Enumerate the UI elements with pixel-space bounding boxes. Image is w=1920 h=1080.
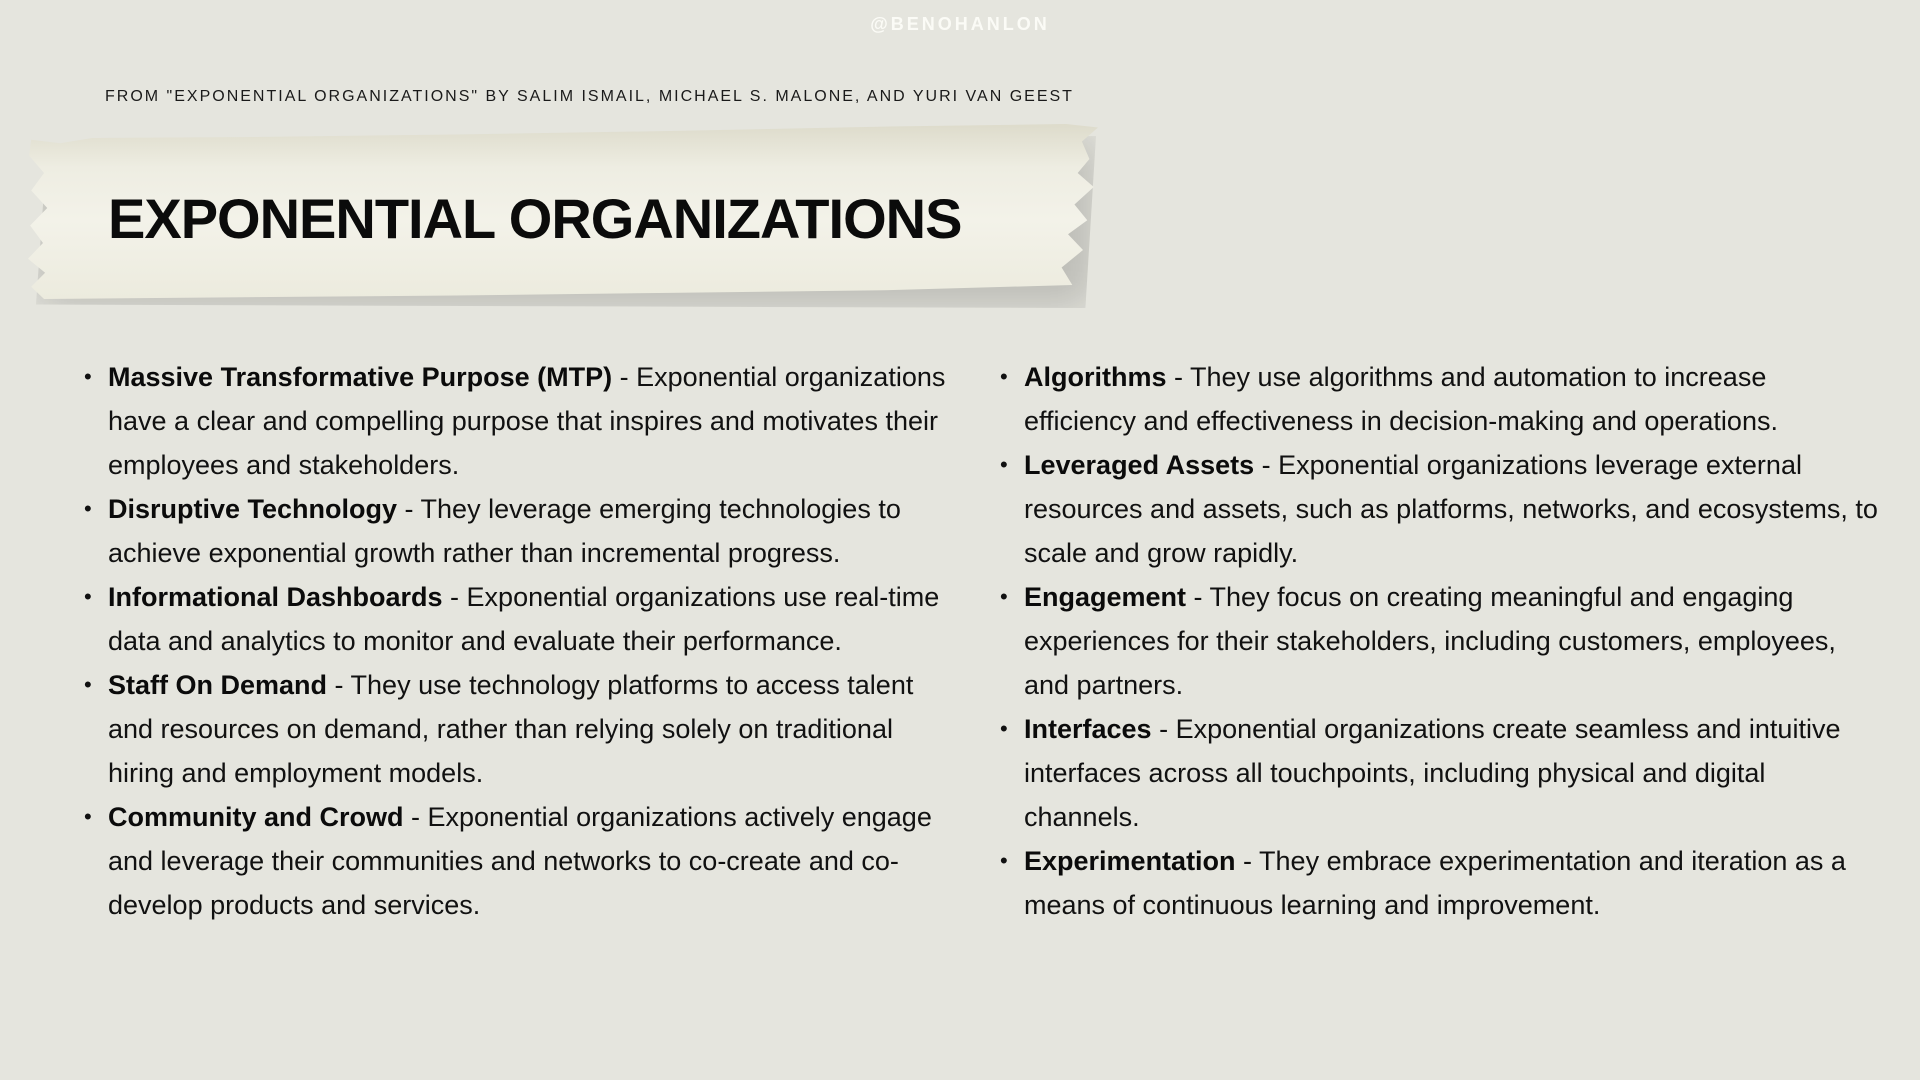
item-description: - Exponential organizations use real-time data and analytics to monitor and evaluate their performance. (108, 582, 940, 656)
item-term: Informational Dashboards (108, 582, 443, 612)
item-term: Disruptive Technology (108, 494, 398, 524)
bullet-icon: • (84, 364, 92, 389)
bullet-icon: • (1000, 848, 1008, 873)
list-item (84, 663, 948, 795)
list-item (1000, 443, 1880, 575)
item-term: Massive Transformative Purpose (MTP) (108, 362, 613, 392)
item-description: - Exponential organizations leverage external resources and assets, such as platforms, networks, and ecosystems, to scale and grow rapidly. (1024, 450, 1878, 568)
bullet-icon: • (84, 496, 92, 521)
list-item (1000, 355, 1880, 443)
item-description: - Exponential organizations have a clear and compelling purpose that inspires and motivates their employees and stakeholders. (108, 362, 946, 480)
attributes-list-left (84, 355, 948, 927)
list-item (84, 795, 948, 927)
page-title: EXPONENTIAL ORGANIZATIONS (108, 187, 962, 250)
author-handle: @BENOHANLON (870, 14, 1050, 34)
list-item (84, 575, 948, 663)
item-description: - They leverage emerging technologies to achieve exponential growth rather than incremental progress. (108, 494, 901, 568)
item-description: - They embrace experimentation and iteration as a means of continuous learning and improvement. (1024, 846, 1846, 920)
item-description: - Exponential organizations create seamless and intuitive interfaces across all touchpoints, including physical and digital channels. (1024, 714, 1841, 832)
bullet-icon: • (1000, 452, 1008, 477)
item-term: Interfaces (1024, 714, 1152, 744)
item-term: Engagement (1024, 582, 1187, 612)
attributes-list-right (1000, 355, 1880, 927)
item-description: - They use algorithms and automation to increase efficiency and effectiveness in decision-making and operations. (1024, 362, 1778, 436)
list-item (1000, 575, 1880, 707)
item-term: Staff On Demand (108, 670, 328, 700)
bullet-icon: • (84, 584, 92, 609)
bullet-icon: • (1000, 364, 1008, 389)
item-term: Experimentation (1024, 846, 1236, 876)
list-item (84, 355, 948, 487)
list-item (1000, 839, 1880, 927)
bullet-icon: • (1000, 584, 1008, 609)
source-citation: FROM "EXPONENTIAL ORGANIZATIONS" BY SALIM ISMAIL, MICHAEL S. MALONE, AND YURI VAN GEEST (105, 88, 1074, 105)
bullet-icon: • (1000, 716, 1008, 741)
bullet-icon: • (84, 804, 92, 829)
item-term: Community and Crowd (108, 802, 404, 832)
item-term: Leveraged Assets (1024, 450, 1255, 480)
bullet-icon: • (84, 672, 92, 697)
item-term: Algorithms (1024, 362, 1167, 392)
item-description: - They use technology platforms to access talent and resources on demand, rather than relying solely on traditional hiring and employment models. (108, 670, 914, 788)
list-item (84, 487, 948, 575)
list-item (1000, 707, 1880, 839)
item-description: - Exponential organizations actively engage and leverage their communities and networks to co-create and co-develop products and services. (108, 802, 932, 920)
item-description: - They focus on creating meaningful and engaging experiences for their stakeholders, including customers, employees, and partners. (1024, 582, 1836, 700)
